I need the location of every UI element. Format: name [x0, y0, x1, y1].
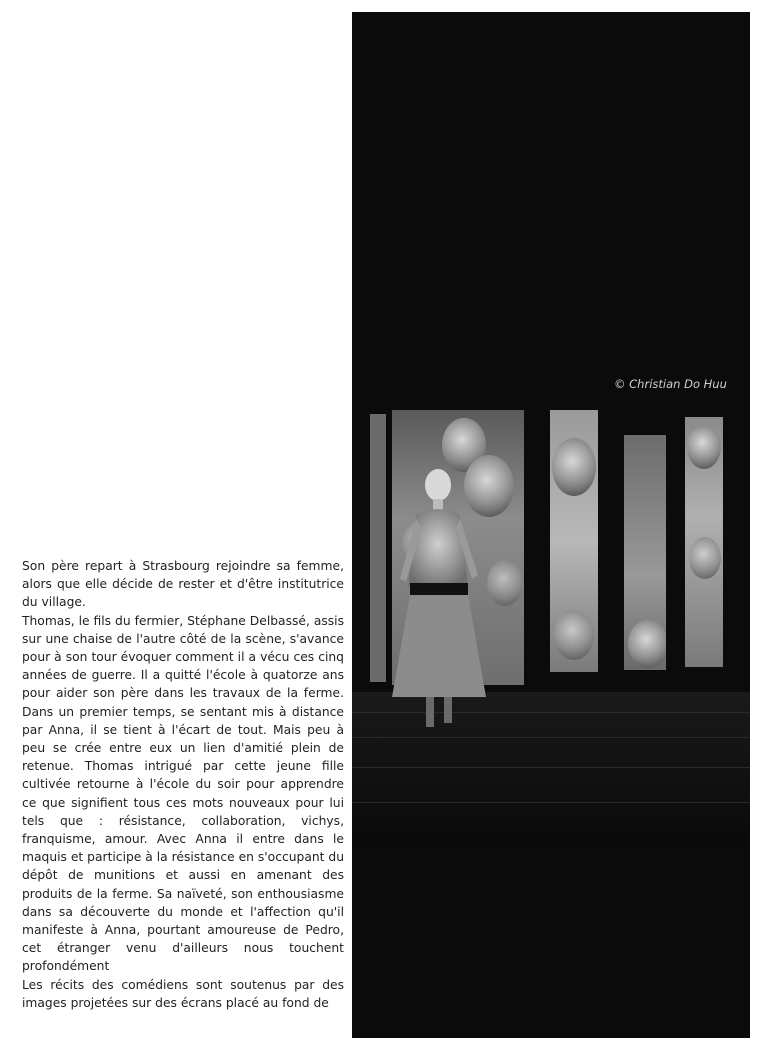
paragraph-3: Les récits des comédiens sont soutenus par des images projetées sur des écrans placé au fond de	[22, 977, 344, 1010]
stage-photo	[352, 12, 750, 1038]
photo-credit: © Christian Do Huu	[614, 377, 727, 391]
projection-screen-4	[624, 435, 666, 670]
article-text	[22, 557, 344, 1012]
projection-screen-5	[685, 417, 723, 667]
paragraph-2: Thomas, le fils du fermier, Stéphane Delbassé, assis sur une chaise de l'autre côté de la scène, s'avance pour à son tour évoquer comment il a vécu ces cinq années de guerre. Il a quitté l'école à quatorze ans pour aider son père dans les travaux de la ferme. Dans un premier temps, se sentant mis à distance par Anna, il se tient à l'écart de tout. Mais peu à peu se crée entre eux un lien d'amitié plein de retenue. Thomas intrigué par cette jeune fille cultivée retourne à l'école du soir pour apprendre ce que signifient tous ces mots nouveaux pour lui tels que : résistance, collaboration, vichys, franquisme, amour. Avec Anna il entre dans le maquis et participe à la résistance en s'occupant du dépôt de munitions et aussi en amenant des produits de la ferme. Sa naïveté, son enthousiasme dans sa découverte du monde et l'affection qu'il manifeste à Anna, pourtant amoureuse de Pedro, cet étranger venu d'ailleurs nous touchent profondément	[22, 613, 344, 974]
actress-figure	[382, 467, 502, 752]
projection-screen-3	[550, 410, 598, 672]
paragraph-1: Son père repart à Strasbourg rejoindre sa femme, alors que elle décide de rester et d'être institutrice du village.	[22, 559, 344, 610]
